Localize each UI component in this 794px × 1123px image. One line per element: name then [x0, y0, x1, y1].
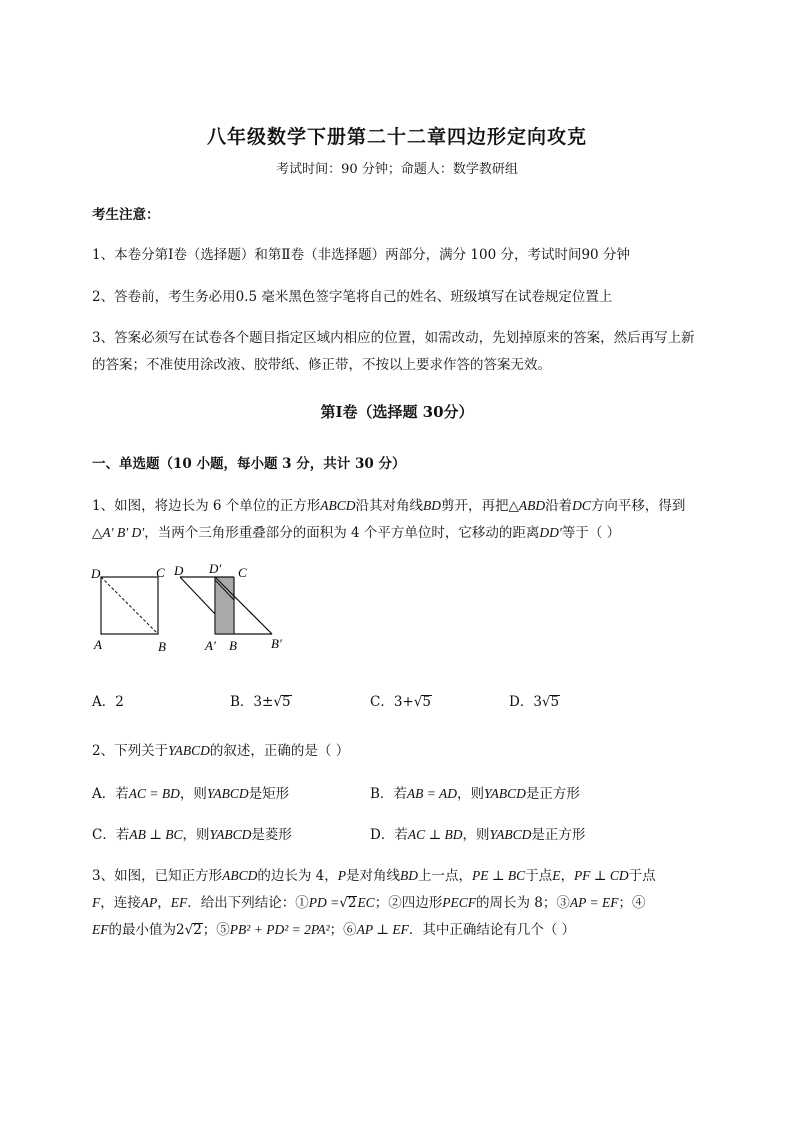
text: △ [92, 525, 103, 541]
text: B．3± [230, 694, 274, 710]
q1-option-b: B．3±√5 [230, 694, 291, 710]
text: 是对角线 [345, 868, 400, 884]
note-item-3: 3、答案必须写在试卷各个题目指定区域内相应的位置，如需改动，先划掉原来的答案，然后再写上新 [92, 330, 695, 346]
label-d: D [91, 566, 101, 581]
text: 剪开，再把△ [441, 498, 519, 514]
text: ， [560, 868, 574, 884]
radicand: 2 [193, 922, 202, 938]
text: 沿其对角线 [355, 498, 424, 514]
math: YABCD [209, 827, 252, 842]
math: BD [399, 868, 418, 883]
text: ，则 [182, 827, 210, 843]
math: YABCD [206, 786, 249, 801]
text: 2、下列关于 [92, 743, 169, 759]
text: ，当两个三角形重叠部分的面积为 4 个平方单位时，它移动的距离 [144, 525, 540, 541]
radicand: 2 [347, 895, 357, 911]
q3-stem-line-1 [92, 864, 656, 884]
text: 是正方形 [531, 827, 586, 843]
math: AB ⊥ BC [129, 827, 183, 842]
note-item-2: 2、答卷前，考生务必用0.5 毫米黑色签字笔将自己的姓名、班级填写在试卷规定位置上 [92, 289, 613, 305]
notes-heading: 考生注意： [92, 207, 160, 223]
q1-stem-line-2 [92, 521, 620, 541]
label-a-prime: A′ [205, 638, 216, 653]
text: ， [157, 895, 171, 911]
label-d-right: D [174, 563, 184, 578]
text: ；②四边形 [374, 895, 443, 911]
text: ，则 [179, 786, 207, 802]
radicand: 5 [550, 694, 560, 710]
text: 的周长为 8；③ [475, 895, 570, 911]
label-d-prime: D′ [209, 561, 222, 576]
text: 的最小值为2 [108, 922, 185, 938]
math: BD [423, 498, 442, 513]
text: 沿着 [545, 498, 573, 514]
math: PB² + PD² = 2PA² [229, 922, 330, 937]
part-title: 一、单选题（10 小题，每小题 3 分，共计 30 分） [92, 456, 406, 472]
q2-option-d [370, 823, 585, 843]
text: 是矩形 [248, 786, 290, 802]
label-a: A [94, 637, 102, 652]
math: EF [170, 895, 188, 910]
radicand: 5 [281, 694, 291, 710]
text: B．若 [370, 786, 407, 802]
math: ABD [518, 498, 546, 513]
label-c: C [156, 565, 165, 580]
q2-stem [92, 739, 349, 759]
exam-info: 考试时间：90 分钟；命题人：数学教研组 [276, 162, 518, 177]
math: DD′ [539, 525, 562, 540]
radicand: 5 [422, 694, 431, 710]
math: AC = BD [128, 786, 180, 801]
text: D．若 [370, 827, 408, 843]
diagonal-bd [101, 577, 158, 634]
text: C．若 [92, 827, 130, 843]
math: PE ⊥ BC [471, 868, 526, 883]
text: 上一点， [417, 868, 472, 884]
text: 的叙述，正确的是（ ） [209, 743, 350, 759]
label-b: B [158, 639, 166, 654]
math: PF ⊥ CD [573, 868, 629, 883]
math: P [337, 868, 346, 883]
q3-stem-line-3: EF的最小值为2√2；⑤PB² + PD² = 2PA²；⑥AP ⊥ EF．其中正确结论有几个（ ） [92, 922, 576, 938]
math: YABCD [484, 786, 526, 801]
q3-stem-line-2: F，连接AP，EF．给出下列结论：①PD =√2EC；②四边形PECF的周长为 8；③AP = EF；④ [92, 895, 646, 911]
note-item-1: 1、本卷分第Ⅰ卷（选择题）和第Ⅱ卷（非选择题）两部分，满分 100 分，考试时间90 分钟 [92, 247, 630, 263]
math: PD = [308, 895, 340, 910]
math: ABCD [320, 498, 356, 513]
q1-figure [88, 560, 298, 660]
math: EF [92, 922, 109, 937]
page-title: 八年级数学下册第二十二章四边形定向攻克 [206, 126, 587, 148]
text: ；⑥ [329, 922, 357, 938]
text: 1、如图，将边长为 6 个单位的正方形 [92, 498, 321, 514]
text: 于点 [628, 868, 656, 884]
text: ，连接 [100, 895, 141, 911]
text: D．3 [509, 694, 542, 710]
math: EC [357, 895, 375, 910]
text: 于点 [525, 868, 553, 884]
text: ，则 [462, 827, 490, 843]
text: 的边长为 4， [257, 868, 338, 884]
text: 是菱形 [251, 827, 292, 843]
math: YABCD [489, 827, 532, 842]
math: AB = AD [406, 786, 458, 801]
text: ；④ [618, 895, 646, 911]
q1-option-c: C．3+√5 [370, 694, 431, 710]
text: 等于（ ） [561, 525, 621, 541]
label-c-right: C [238, 565, 247, 580]
math: AP [140, 895, 158, 910]
text: ．给出下列结论：① [187, 895, 309, 911]
text: ，则 [457, 786, 485, 802]
math: PECF [442, 895, 476, 910]
text: 方向平移，得到 [590, 498, 686, 514]
text: 是正方形 [525, 786, 580, 802]
math: DC [572, 498, 591, 513]
math: ABCD [222, 868, 258, 883]
q2-option-a [92, 782, 289, 802]
math: YABCD [168, 743, 210, 758]
math: AC ⊥ BD [407, 827, 463, 842]
q1-option-a: A．2 [92, 694, 124, 710]
label-b-prime: B′ [271, 636, 282, 651]
text: A．若 [92, 786, 129, 802]
note-item-3-continued: 的答案；不准使用涂改液、胶带纸、修正带，不按以上要求作答的答案无效。 [92, 357, 551, 373]
text: 3、如图，已知正方形 [92, 868, 223, 884]
section-title: 第Ⅰ卷（选择题 30分） [320, 403, 474, 421]
math: E [552, 868, 561, 883]
q1-stem-line-1 [92, 494, 685, 514]
label-b-right: B [229, 638, 237, 653]
text: C．3+ [370, 694, 414, 710]
q2-option-c [92, 823, 292, 843]
math: AP ⊥ EF [356, 922, 409, 937]
math: AP = EF [569, 895, 619, 910]
math: A′ B′ D′ [102, 525, 145, 540]
q2-option-b [370, 782, 580, 802]
text: ；⑤ [202, 922, 230, 938]
q1-option-d: D．3√5 [509, 694, 560, 710]
math: F [92, 895, 101, 910]
text: ．其中正确结论有几个（ ） [408, 922, 576, 938]
